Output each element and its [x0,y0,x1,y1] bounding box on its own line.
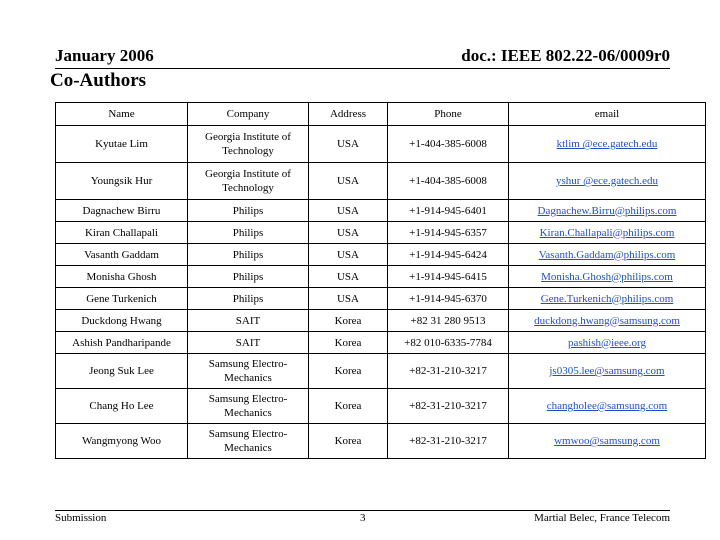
cell-email [509,266,706,288]
cell-company: Samsung Electro-Mechanics [188,354,309,389]
cell-address: Korea [309,332,388,354]
cell-name: Ashish Pandharipande [56,332,188,354]
page-number: 3 [360,512,366,524]
cell-email [509,310,706,332]
cell-name: Kiran Challapali [56,222,188,244]
email-link[interactable]: Kiran.Challapali@philips.com [539,226,675,239]
table-row [56,424,706,459]
table-row [56,163,706,200]
email-link[interactable]: wmwoo@samsung.com [554,435,660,447]
cell-name: Vasanth Gaddam [56,244,188,266]
cell-name: Dagnachew Birru [56,200,188,222]
table-row [56,244,706,266]
cell-phone: +82 010-6335-7784 [388,332,509,354]
table-row [56,332,706,354]
table-row [56,288,706,310]
cell-company: Philips [188,288,309,310]
page-footer [55,510,670,527]
cell-address: Korea [309,310,388,332]
page-title: Co-Authors [50,70,147,91]
header-date: January 2006 [55,46,154,65]
cell-phone: +1-914-945-6357 [388,222,509,244]
email-link[interactable]: js0305.lee@samsung.com [549,365,665,377]
cell-email [509,389,706,424]
cell-email [509,332,706,354]
cell-company: Philips [188,244,309,266]
header-doc-id: doc.: IEEE 802.22-06/0009r0 [461,46,670,65]
cell-address: USA [309,163,388,200]
cell-email [509,200,706,222]
cell-address: Korea [309,389,388,424]
table-row [56,389,706,424]
cell-address: USA [309,288,388,310]
cell-email [509,222,706,244]
cell-phone: +82-31-210-3217 [388,389,509,424]
column-header-name: Name [56,103,188,126]
table-row [56,222,706,244]
cell-name: Youngsik Hur [56,163,188,200]
cell-phone: +82 31 280 9513 [388,310,509,332]
column-header-phone: Phone [388,103,509,126]
cell-address: USA [309,244,388,266]
cell-phone: +82-31-210-3217 [388,424,509,459]
cell-company: Philips [188,200,309,222]
email-link[interactable]: changholee@samsung.com [546,400,668,412]
cell-name: Gene Turkenich [56,288,188,310]
cell-address: USA [309,200,388,222]
cell-phone: +1-404-385-6008 [388,126,509,163]
cell-address: USA [309,126,388,163]
cell-phone: +1-914-945-6370 [388,288,509,310]
email-link[interactable]: Monisha.Ghosh@philips.com [541,270,673,283]
email-link[interactable]: Gene.Turkenich@philips.com [540,292,674,305]
cell-company: Georgia Institute of Technology [188,126,309,163]
cell-company: Philips [188,266,309,288]
cell-company: Philips [188,222,309,244]
coauthors-table [55,102,706,459]
cell-address: USA [309,266,388,288]
cell-company: SAIT [188,332,309,354]
email-link[interactable]: pashish@ieee.org [567,336,647,349]
email-link[interactable]: Vasanth.Gaddam@philips.com [538,248,676,261]
cell-company: Georgia Institute of Technology [188,163,309,200]
cell-company: Samsung Electro-Mechanics [188,424,309,459]
cell-phone: +1-914-945-6415 [388,266,509,288]
cell-phone: +1-914-945-6401 [388,200,509,222]
email-link[interactable]: yshur @ece.gatech.edu [555,175,659,187]
table-row [56,310,706,332]
email-link[interactable]: Dagnachew.Birru@philips.com [537,204,677,217]
cell-email [509,288,706,310]
table-row [56,354,706,389]
cell-name: Monisha Ghosh [56,266,188,288]
cell-name: Jeong Suk Lee [56,354,188,389]
cell-email [509,244,706,266]
cell-address: USA [309,222,388,244]
table-row [56,266,706,288]
page-header [55,28,670,69]
cell-email [509,424,706,459]
cell-address: Korea [309,424,388,459]
cell-email [509,163,706,200]
cell-company: SAIT [188,310,309,332]
cell-name: Wangmyong Woo [56,424,188,459]
footer-submission: Submission [55,512,107,524]
column-header-company: Company [188,103,309,126]
cell-email [509,126,706,163]
table-row [56,126,706,163]
cell-phone: +1-404-385-6008 [388,163,509,200]
cell-phone: +1-914-945-6424 [388,244,509,266]
cell-company: Samsung Electro-Mechanics [188,389,309,424]
cell-name: Duckdong Hwang [56,310,188,332]
cell-phone: +82-31-210-3217 [388,354,509,389]
email-link[interactable]: duckdong.hwang@samsung.com [534,314,680,327]
cell-name: Chang Ho Lee [56,389,188,424]
cell-address: Korea [309,354,388,389]
email-link[interactable]: ktlim @ece.gatech.edu [556,138,658,150]
column-header-address: Address [309,103,388,126]
column-header-email: email [509,103,706,126]
table-row [56,200,706,222]
cell-name: Kyutae Lim [56,126,188,163]
table-header-row [56,103,706,126]
cell-email [509,354,706,389]
footer-author: Martial Belec, France Telecom [534,512,670,524]
